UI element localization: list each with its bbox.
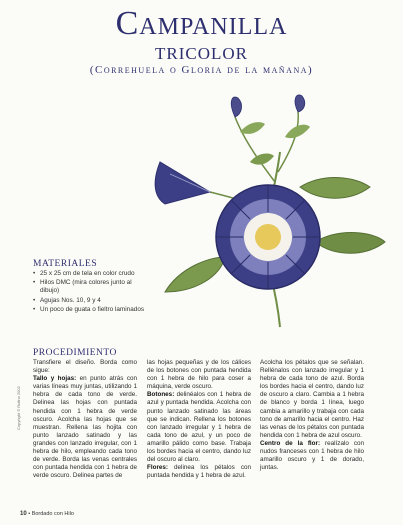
list-item: • 25 x 25 cm de tela en color crudo [33,270,151,278]
leaf [250,154,274,165]
list-item: • Hilos DMC (mira colores junto al dibujo) [33,279,151,295]
procedure-intro: Transfiere el diseño. Borda como sigue: [33,359,137,375]
materials-heading: MATERIALES [33,259,98,269]
bud [231,97,241,117]
centro-text: realízalo con nudos franceses con 1 hebra de hilo amarillo oscuro y 1 de dorado, juntas. [260,439,364,472]
botones-label: Botones: [147,391,175,399]
centro-label: Centro de la flor: [260,439,321,447]
leaf [300,178,370,199]
leaf [165,257,225,292]
column-2 [147,359,251,480]
page-footer: 10 • Bordado con Hilo [20,511,74,517]
main-flower [216,185,320,289]
column-1 [33,359,137,480]
list-item: • Agujas Nos. 10, 9 y 4 [33,297,151,305]
side-flower [155,162,210,204]
page-number: 10 [20,511,27,517]
leaf [240,122,265,134]
page-subtitle: tricolor [155,39,248,65]
list-item: • Un poco de guata o fieltro laminados [33,306,151,314]
copyright-credit: Copyright © Rufino 2002 [16,386,21,430]
materials-list [33,270,151,315]
leaf [285,125,310,138]
column-3 [260,359,364,472]
col3-text: Acolcha los pétalos que se señalan. Rellénalos con lanzado irregular y 1 hebra de cada tono de azul. Borda los bordes hacia el centro, dando luz de oscuro a claro. Cambia a 1 hebra de blanco y borda 1 línea, luego cambia a amarillo y trabaja con cada tono de amarillo hacia el centro. Haz las venas de los pétalos con puntada hendida con 1 hebra de azul oscuro. [260,359,364,439]
tallo-label: Tallo y hojas: [33,375,77,383]
publication-name: Bordado con Hilo [31,511,74,517]
bindweed-embroidery-illustration [140,92,390,332]
botones-text: delinéalos con 1 hebra de azul y puntada hendida. Acolcha con punto lanzado satinado las áreas que se indican. Rellena los botones con lanzado irregular y 1 hebra de cada tono de azul, y un poco de amarillo pálido como base. Trabaja los bordes hacia el centro, dando luz del oscuro al claro. [147,391,251,464]
page-title: Campanilla [115,5,288,42]
leaf [315,233,385,254]
tallo-text: en punto atrás con varias líneas muy juntas, utilizando 1 hebra de cada tono de verde. Delinea las hojas con puntada hendida con 1 hebra de verde oscuro. Acolcha las hojas que se muestran. Rellena las hojita con punto lanzado satinado y las grandes con lanzado irregular, con 1 hebra de hilo, empleando cada tono de verde. Borda las venas centrales con puntada hendida con 1 hebra de verde oscuro. Delinea partes de [33,375,137,480]
flores-text: delinea los pétalos con puntada hendida y 1 hebra de azul. [147,464,251,480]
flores-label: Flores: [147,464,168,472]
col2-text: las hojas pequeñas y de los cálices de los botones con puntada hendida con 1 hebra de hilo para coser a máquina, verde oscuro. [147,359,251,391]
bud [295,95,305,112]
procedure-heading: PROCEDIMIENTO [33,348,117,358]
alternate-names: (Correhuela o Gloria de la mañana) [89,64,314,76]
